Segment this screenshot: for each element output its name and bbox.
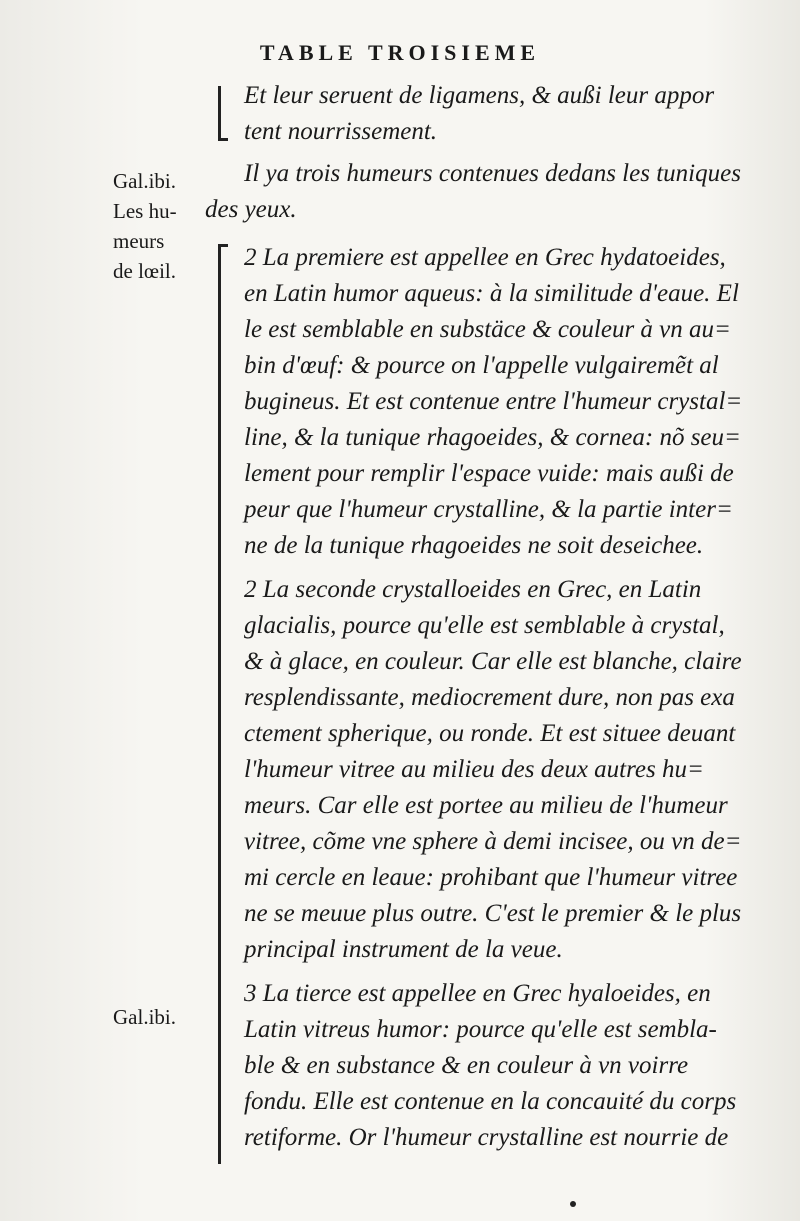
text-line: glacialis, pource qu'elle est semblable à crystal, (244, 612, 725, 639)
bracket-main (218, 244, 221, 1164)
bracket-top (218, 86, 221, 140)
text-line: ne de la tunique rhagoeides ne soit deseichee. (244, 532, 704, 559)
text-line: vitree, cõme vne sphere à demi incisee, ou vn de= (244, 828, 742, 855)
text-line: mi cercle en leaue: prohibant que l'humeur vitree (244, 864, 738, 891)
text-line: Latin vitreus humor: pource qu'elle est sembla- (244, 1016, 717, 1043)
text-line: ne se meuue plus outre. C'est le premier & le plus (244, 900, 742, 927)
text-line: ctement spherique, ou ronde. Et est situee deuant (244, 720, 736, 747)
margin-note-gal-2: Gal.ibi. (113, 1005, 176, 1029)
text-line: Et leur seruent de ligamens, & außi leur appor (244, 82, 715, 109)
margin-note-gal-1: Gal.ibi. (113, 169, 176, 193)
text-line: des yeux. (205, 196, 297, 223)
bracket-main-hook (218, 244, 228, 247)
page-dot (570, 1201, 576, 1207)
text-line: retiforme. Or l'humeur crystalline est nourrie de (244, 1124, 729, 1151)
text-line: line, & la tunique rhagoeides, & cornea: nõ seu= (244, 424, 741, 451)
text-line: bugineus. Et est contenue entre l'humeur crystal= (244, 388, 743, 415)
text-line: principal instrument de la veue. (244, 936, 563, 963)
bracket-top-hook (218, 138, 228, 141)
text-line: & à glace, en couleur. Car elle est blanche, claire (244, 648, 742, 675)
text-line: Il ya trois humeurs contenues dedans les tuniques (244, 160, 741, 187)
text-line: l'humeur vitree au milieu des deux autres hu= (244, 756, 704, 783)
text-line: meurs. Car elle est portee au milieu de l'humeur (244, 792, 728, 819)
margin-note-humeurs-3: de lœil. (113, 259, 176, 283)
text-line: lement pour remplir l'espace vuide: mais außi de (244, 460, 734, 487)
text-line: bin d'œuf: & pource on l'appelle vulgairemẽt al (244, 352, 719, 379)
text-line: en Latin humor aqueus: à la similitude d'eaue. El (244, 280, 739, 307)
text-line: 3 La tierce est appellee en Grec hyaloeides, en (244, 980, 711, 1007)
text-line: resplendissante, mediocrement dure, non pas exa (244, 684, 735, 711)
margin-note-humeurs-1: Les hu- (113, 199, 177, 223)
text-line: fondu. Elle est contenue en la concauité du corps (244, 1088, 737, 1115)
page-header: TABLE TROISIEME (259, 40, 541, 65)
text-line: 2 La premiere est appellee en Grec hydatoeides, (244, 244, 726, 271)
margin-note-humeurs-2: meurs (113, 229, 165, 253)
text-line: ble & en substance & en couleur à vn voirre (244, 1052, 689, 1079)
text-line: le est semblable en substäce & couleur à vn au= (244, 316, 731, 343)
text-line: peur que l'humeur crystalline, & la partie inter= (244, 496, 733, 523)
text-line: tent nourrissement. (244, 118, 438, 145)
text-line: 2 La seconde crystalloeides en Grec, en Latin (244, 576, 702, 603)
